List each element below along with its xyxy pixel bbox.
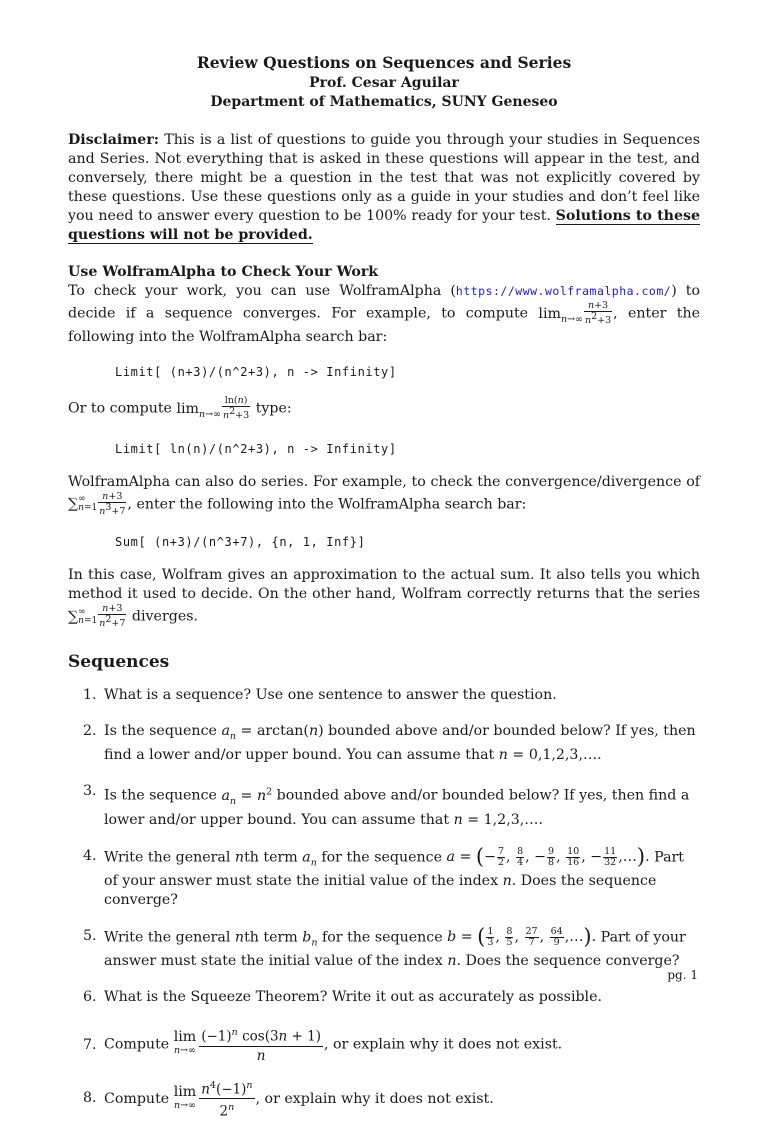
wolfram-intro-end: , enter the following into the WolframAlpha search bar:: [68, 305, 700, 346]
question-2: 2. Is the sequence $a_n = \arctan(n)$ bounded above and/or bounded below? If yes, then find a lower and/or upper bound. You can assume that n = 0,1,2,3,….: [83, 723, 696, 763]
wolfram-heading: Use WolframAlpha to Check Your Work: [68, 264, 379, 280]
question-5-end: . Does the sequence converge?: [456, 953, 680, 970]
question-5-pre: Write the general: [104, 929, 231, 946]
question-3-post: bounded above and/or bounded below? If yes, then find a lower and/or upper bound. You can assume that: [104, 787, 690, 828]
series-expression-2: ∑ ∞ n=1 $\frac{n+3}{n^2+7}$: [68, 602, 126, 630]
question-6-text: What is the Squeeze Theorem? Write it out as accurately as possible.: [104, 989, 603, 1006]
question-7: 7. Compute lim n→∞ $\frac{(-1)^n \cos(3n + 1)}{n}$ , or explain why it does not exist.: [68, 1024, 700, 1065]
wolfram-intro: [68, 282, 700, 347]
question-7-pre: Compute: [104, 1036, 170, 1053]
question-2-index: n = 0,1,2,3,….: [498, 746, 602, 763]
code-limit-2: Limit[ ln(n)/(n^2+3), n -> Infinity]: [115, 441, 397, 456]
limit-expression-2: $\lim_{n\to\infty}$ $\frac{\ln(n)}{n^2+3}$: [176, 395, 250, 422]
series-post: enter the following into the WolframAlpha search bar:: [136, 496, 527, 513]
question-7-fraction: $\frac{(-1)^n \cos(3n + 1)}{n}$: [199, 1024, 323, 1065]
disclaimer-label: Disclaimer:: [68, 132, 160, 148]
question-1: 1. What is a sequence? Use one sentence to answer the question.: [83, 687, 557, 704]
question-1-text: What is a sequence? Use one sentence to answer the question.: [104, 687, 557, 704]
code-limit-1: Limit[ (n+3)/(n^2+3), n -> Infinity]: [115, 365, 397, 380]
question-5-sequence: b = ( $\frac{1}{3}$ , $\frac{8}{5}$ , $\frac{27}{7}$ , $\frac{64}{9}$ ,…).: [447, 924, 597, 949]
question-8-fraction: $\frac{n^4(-1)^n}{2^n}$: [199, 1077, 254, 1121]
series-pre: WolframAlpha can also do series. For example, to check the convergence/divergence of: [68, 473, 700, 490]
disclaimer-text: This is a list of questions to guide you through your studies in Sequences and Series. Not everything that is asked in these questions will appear in the test, and conversely, there might be a question in the test that was not explicitly covered by these questions. Use these questions only as a guide in your studies and don’t feel like you need to answer every question to be 100% ready for your test.: [68, 132, 700, 224]
question-4-sequence: a = (− $\frac{7}{2}$ , $\frac{8}{4}$ , − $\frac{9}{8}$ , $\frac{10}{16}$ , − $\frac{11}{32}$ ,…).: [446, 844, 650, 869]
question-5-post: Part of your answer must state the initial value of the index: [104, 929, 686, 970]
question-7-post: , or explain why it does not exist.: [324, 1036, 563, 1053]
question-8: 8. Compute lim n→∞ $\frac{n^4(-1)^n}{2^n}$ , or explain why it does not exist.: [68, 1077, 700, 1121]
question-2-pre: Is the sequence: [104, 723, 217, 740]
sequences-heading: Sequences: [68, 652, 170, 673]
question-4: 4. Write the general nth term $a_n$ for the sequence a = (− $\frac{7}{2}$ , $\frac{8}{4}$ , − $\frac{9}{8}$ , $\frac{10}{16}$ , − $\frac{11}{32}$ ,…). Part of your answer must state the initial value of the index n. Does the sequence converge?: [83, 844, 685, 908]
question-3-formula: $a_n = n^2$: [221, 785, 273, 807]
or-compute-text: Or to compute: [68, 400, 172, 417]
question-8-limit: lim n→∞: [173, 1083, 197, 1111]
type-text: type:: [255, 400, 292, 417]
code-sum: Sum[ (n+3)/(n^3+7), {n, 1, Inf}]: [115, 534, 366, 549]
question-4-seq: for the sequence: [321, 849, 442, 866]
document-title: Review Questions on Sequences and Series: [196, 53, 572, 72]
question-4-post: Part of your answer must state the initial value of the index: [104, 849, 685, 889]
page-number: pg. 1: [667, 968, 698, 982]
question-4-mid: th term: [244, 849, 298, 866]
wolfram-after-paragraph: [68, 566, 700, 629]
after-text: In this case, Wolfram gives an approximation to the actual sum. It also tells you which method it used to decide. On the other hand, Wolfram correctly returns that the series: [68, 566, 700, 602]
department-name: Department of Mathematics, SUNY Geneseo: [210, 94, 558, 110]
question-2-post: bounded above and/or bounded below? If yes, then find a lower and/or upper bound. You can assume that: [104, 723, 696, 763]
question-3: 3. Is the sequence $a_n = n^2$ bounded above and/or bounded below? If yes, then find a lower and/or upper bound. You can assume that n = 1,2,3,….: [83, 782, 690, 828]
document-header: [68, 52, 700, 112]
or-compute-line: [68, 396, 700, 423]
question-2-formula: $a_n = \arctan(n)$: [221, 723, 324, 742]
question-4-end: . Does the sequence converge?: [104, 872, 657, 908]
document-page: [68, 52, 700, 1138]
question-4-pre: Write the general: [104, 849, 231, 866]
disclaimer-paragraph: [68, 131, 700, 245]
question-8-pre: Compute: [104, 1090, 170, 1107]
wolfram-link[interactable]: https://www.wolframalpha.com/: [455, 284, 672, 298]
question-3-index: n = 1,2,3,….: [453, 811, 543, 828]
question-list: [68, 686, 700, 1121]
wolfram-intro-pre: To check your work, you can use WolframAlpha (: [68, 283, 456, 299]
question-6: 6. What is the Squeeze Theorem? Write it out as accurately as possible.: [83, 989, 603, 1006]
series-expression-1: ∑ ∞ n=1 $\frac{n+3}{n^3+7}$ ,: [68, 490, 132, 517]
author-name: Prof. Cesar Aguilar: [309, 75, 459, 91]
disclaimer-emphasis: Solutions to these questions will not be provided.: [68, 208, 700, 243]
wolfram-intro-post: ) to decide if a sequence converges. For example, to compute: [68, 283, 700, 322]
question-8-post: , or explain why it does not exist.: [255, 1090, 494, 1107]
limit-expression-1: $\lim_{n\to\infty}$ $\frac{n+3}{n^2+3}$: [538, 300, 612, 327]
series-paragraph: [68, 473, 700, 517]
question-7-limit: lim n→∞: [173, 1029, 197, 1057]
question-3-pre: Is the sequence: [104, 787, 217, 804]
question-5-seq: for the sequence: [322, 929, 443, 946]
question-5-mid: th term: [244, 929, 298, 946]
after-end: diverges.: [131, 608, 199, 625]
question-5: 5. Write the general nth term $b_n$ for the sequence b = ( $\frac{1}{3}$ , $\frac{8}{5}$ , $\frac{27}{7}$ , $\frac{64}{9}$ ,…). Part of your answer must state the initial value of the index n. Does the sequence converge?: [83, 924, 686, 970]
